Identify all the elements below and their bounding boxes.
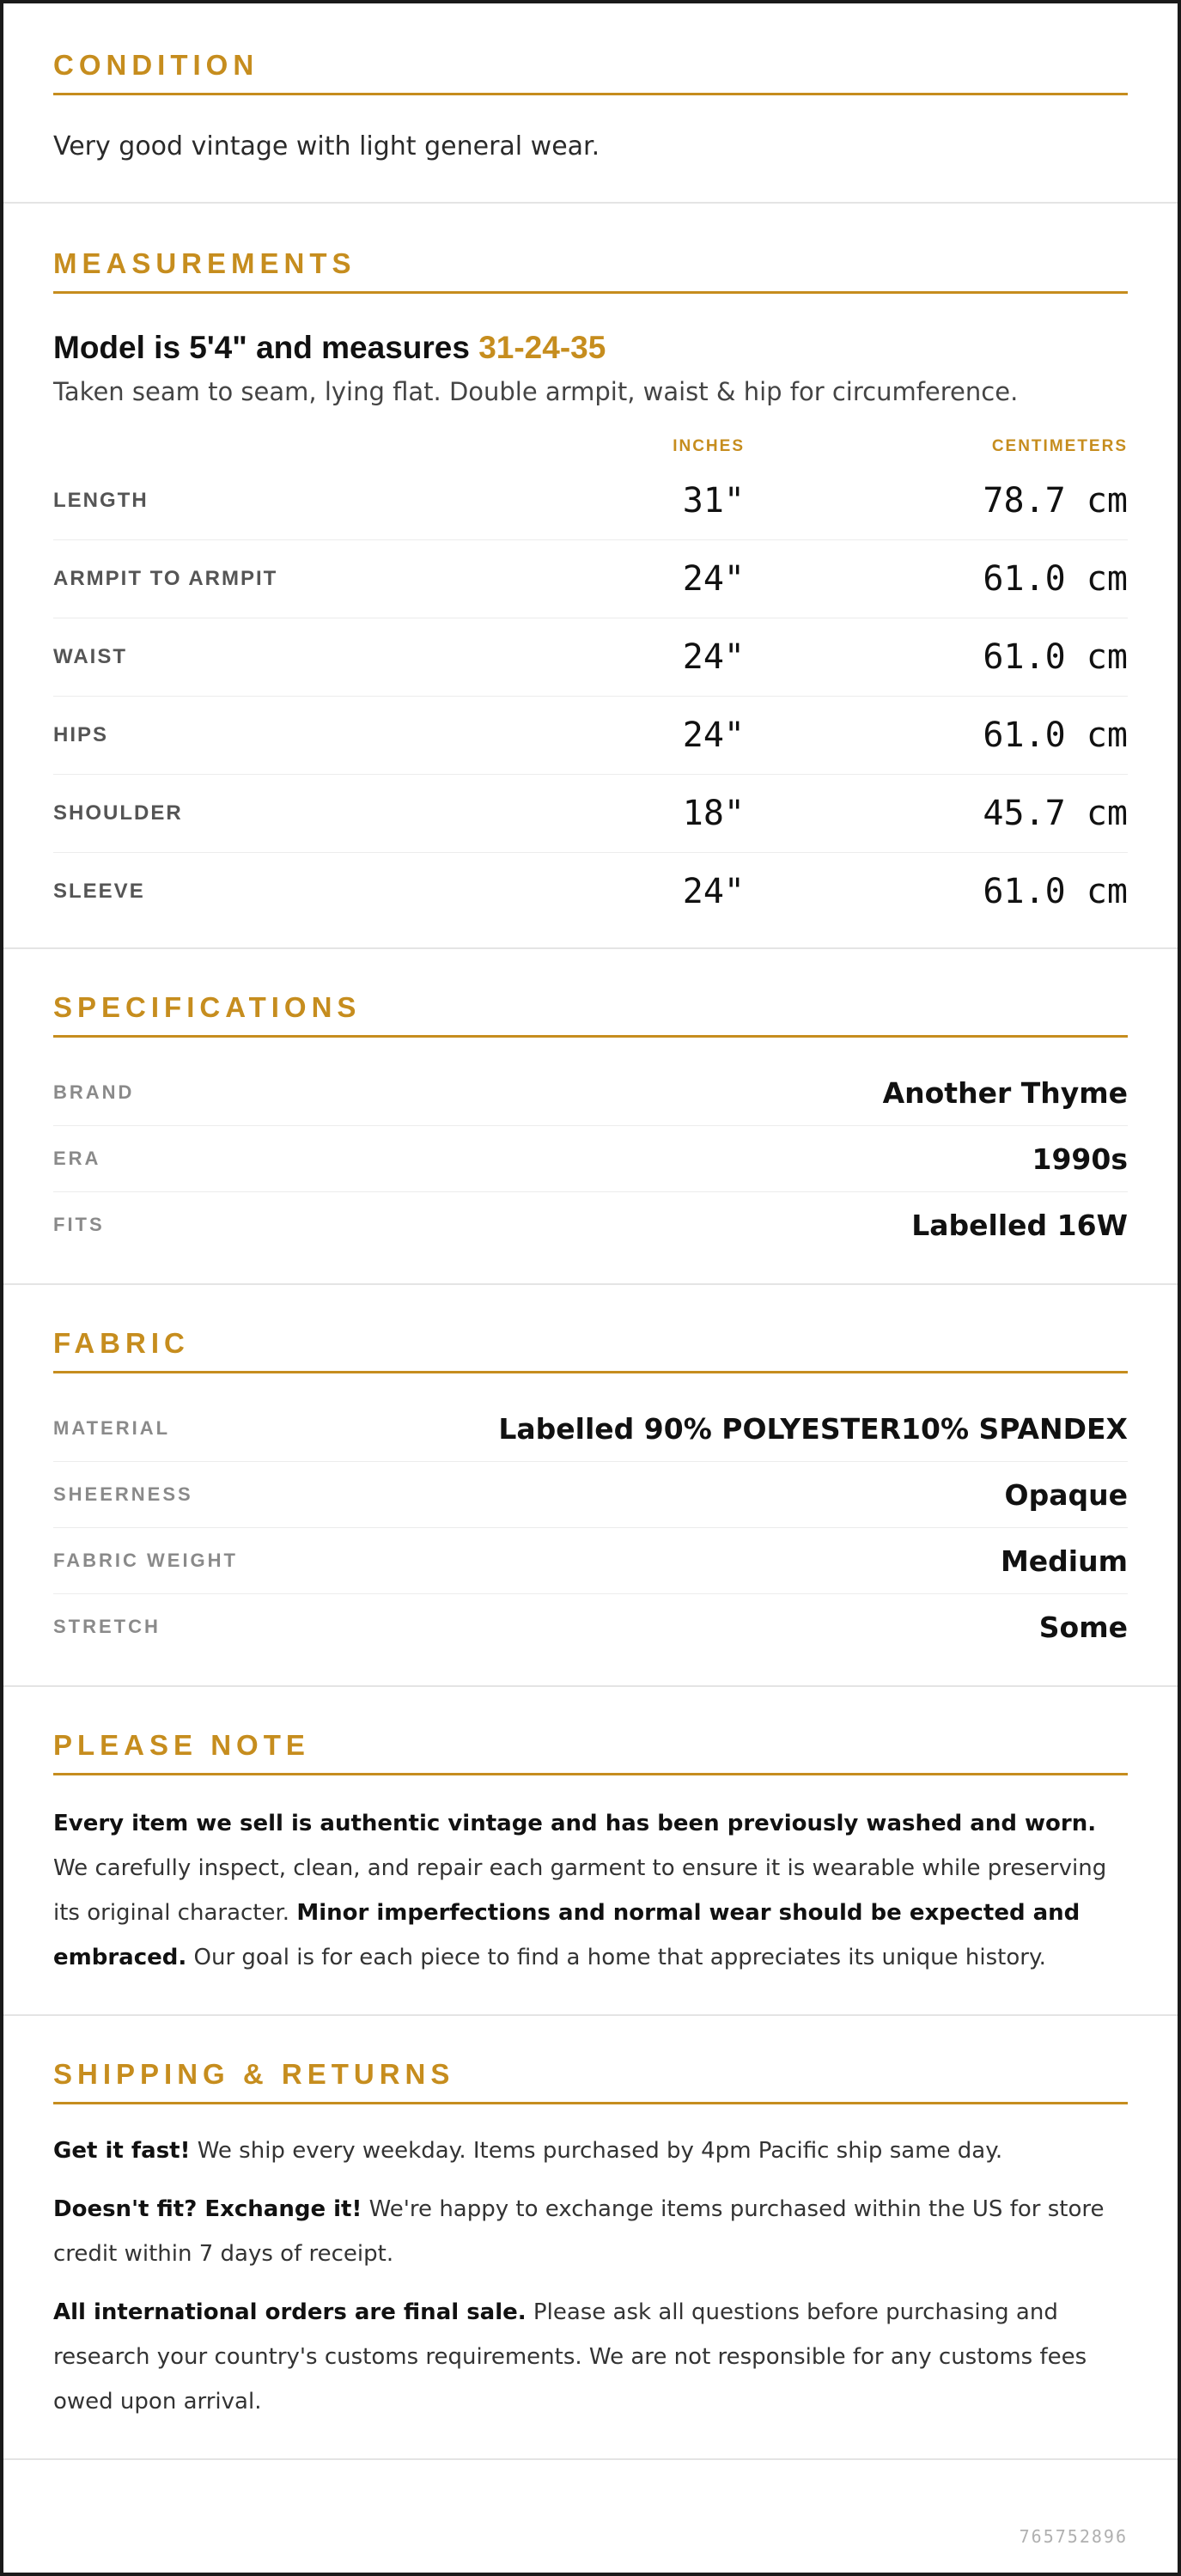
- measurement-cm: 45.7 cm: [983, 794, 1128, 833]
- measurements-subtitle: Taken seam to seam, lying flat. Double armpit, waist & hip for circumference.: [53, 377, 1019, 406]
- specifications-list: [53, 1060, 1128, 1283]
- measurement-inches: 24": [682, 716, 745, 755]
- measurements-title: MEASUREMENTS: [53, 247, 1128, 294]
- shipping-bold-2: Doesn't fit? Exchange it!: [53, 2196, 362, 2222]
- please-note-section: [3, 1687, 1178, 2016]
- shipping-text-3: Please ask all questions before purchasing and research your country's customs requirements. We are not responsible for any customs fees owed upon arrival.: [53, 2299, 1087, 2415]
- list-item: [53, 1462, 1128, 1528]
- measurements-header: [53, 435, 1128, 459]
- product-sku: 765752896: [1019, 2526, 1128, 2547]
- measurement-inches: 31": [682, 481, 745, 521]
- model-measures-value: 31-24-35: [478, 330, 606, 365]
- column-header-centimeters: CENTIMETERS: [991, 437, 1128, 455]
- please-note-title: PLEASE NOTE: [53, 1728, 1128, 1775]
- measurements-table: [53, 462, 1128, 947]
- spec-key: BRAND: [53, 1081, 135, 1103]
- list-item: [53, 1060, 1128, 1126]
- note-bold-2: Minor imperfections and normal wear should be expected and embraced.: [53, 1900, 1081, 1970]
- shipping-paragraph-3: [53, 2290, 1128, 2424]
- fabric-list: [53, 1396, 1128, 1685]
- shipping-body: [53, 2128, 1128, 2458]
- note-bold-1: Every item we sell is authentic vintage and has been previously washed and worn.: [53, 1811, 1097, 1836]
- measurement-inches: 24": [682, 637, 745, 677]
- column-header-inches: INCHES: [673, 437, 745, 455]
- shipping-text-1: We ship every weekday. Items purchased by 4pm Pacific ship same day.: [190, 2138, 1003, 2164]
- measurement-label: WAIST: [53, 645, 127, 668]
- list-item: [53, 1126, 1128, 1192]
- measurement-label: ARMPIT TO ARMPIT: [53, 567, 278, 590]
- note-text-1: We carefully inspect, clean, and repair each garment to ensure it is wearable while preserving its original character.: [53, 1855, 1107, 1926]
- measurement-inches: 18": [682, 794, 745, 833]
- fabric-key: MATERIAL: [53, 1417, 171, 1439]
- table-row: [53, 853, 1128, 930]
- table-row: [53, 697, 1128, 775]
- table-row: [53, 462, 1128, 540]
- fabric-key: STRETCH: [53, 1616, 161, 1637]
- fabric-value: Opaque: [1004, 1477, 1128, 1512]
- measurement-label: SLEEVE: [53, 880, 145, 903]
- list-item: [53, 1594, 1128, 1659]
- note-text-2: Our goal is for each piece to find a home that appreciates its unique history.: [186, 1945, 1046, 1970]
- shipping-paragraph-1: [53, 2128, 1128, 2173]
- table-row: [53, 540, 1128, 618]
- specifications-section: [3, 949, 1178, 1285]
- spec-value: Another Thyme: [882, 1075, 1128, 1110]
- shipping-bold-3: All international orders are final sale.: [53, 2299, 527, 2325]
- specifications-title: SPECIFICATIONS: [53, 990, 1128, 1038]
- spec-key: ERA: [53, 1148, 101, 1169]
- measurement-cm: 61.0 cm: [983, 559, 1128, 599]
- spec-value: Labelled 16W: [911, 1208, 1128, 1242]
- fabric-value: Medium: [1000, 1544, 1128, 1578]
- condition-text: Very good vintage with light general wear.: [53, 131, 600, 161]
- please-note-text: [53, 1801, 1128, 2014]
- measurements-section: [3, 204, 1178, 949]
- shipping-paragraph-2: [53, 2187, 1128, 2276]
- measurement-label: SHOULDER: [53, 801, 183, 825]
- spec-value: 1990s: [1032, 1142, 1128, 1176]
- fabric-section: [3, 1285, 1178, 1687]
- table-row: [53, 618, 1128, 697]
- fabric-value: Labelled 90% POLYESTER10% SPANDEX: [498, 1411, 1128, 1446]
- measurement-cm: 61.0 cm: [983, 872, 1128, 911]
- model-prefix: Model is 5'4" and measures: [53, 330, 479, 365]
- fabric-value: Some: [1038, 1610, 1128, 1644]
- shipping-bold-1: Get it fast!: [53, 2138, 191, 2164]
- shipping-text-2: We're happy to exchange items purchased within the US for store credit within 7 days of receipt.: [53, 2196, 1105, 2267]
- measurement-label: LENGTH: [53, 489, 149, 512]
- fabric-key: FABRIC WEIGHT: [53, 1550, 238, 1571]
- shipping-title: SHIPPING & RETURNS: [53, 2057, 1128, 2104]
- list-item: [53, 1528, 1128, 1594]
- measurement-cm: 61.0 cm: [983, 637, 1128, 677]
- fabric-title: FABRIC: [53, 1326, 1128, 1373]
- measurement-inches: 24": [682, 872, 745, 911]
- measurement-label: HIPS: [53, 723, 109, 746]
- measurement-cm: 78.7 cm: [983, 481, 1128, 521]
- list-item: [53, 1192, 1128, 1258]
- shipping-section: [3, 2016, 1178, 2460]
- spec-key: FITS: [53, 1214, 105, 1235]
- table-row: [53, 775, 1128, 853]
- measurement-cm: 61.0 cm: [983, 716, 1128, 755]
- list-item: [53, 1396, 1128, 1462]
- condition-title: CONDITION: [53, 48, 1128, 95]
- model-measurements: [53, 328, 1128, 368]
- measurement-inches: 24": [682, 559, 745, 599]
- fabric-key: SHEERNESS: [53, 1483, 193, 1505]
- condition-section: [3, 3, 1178, 204]
